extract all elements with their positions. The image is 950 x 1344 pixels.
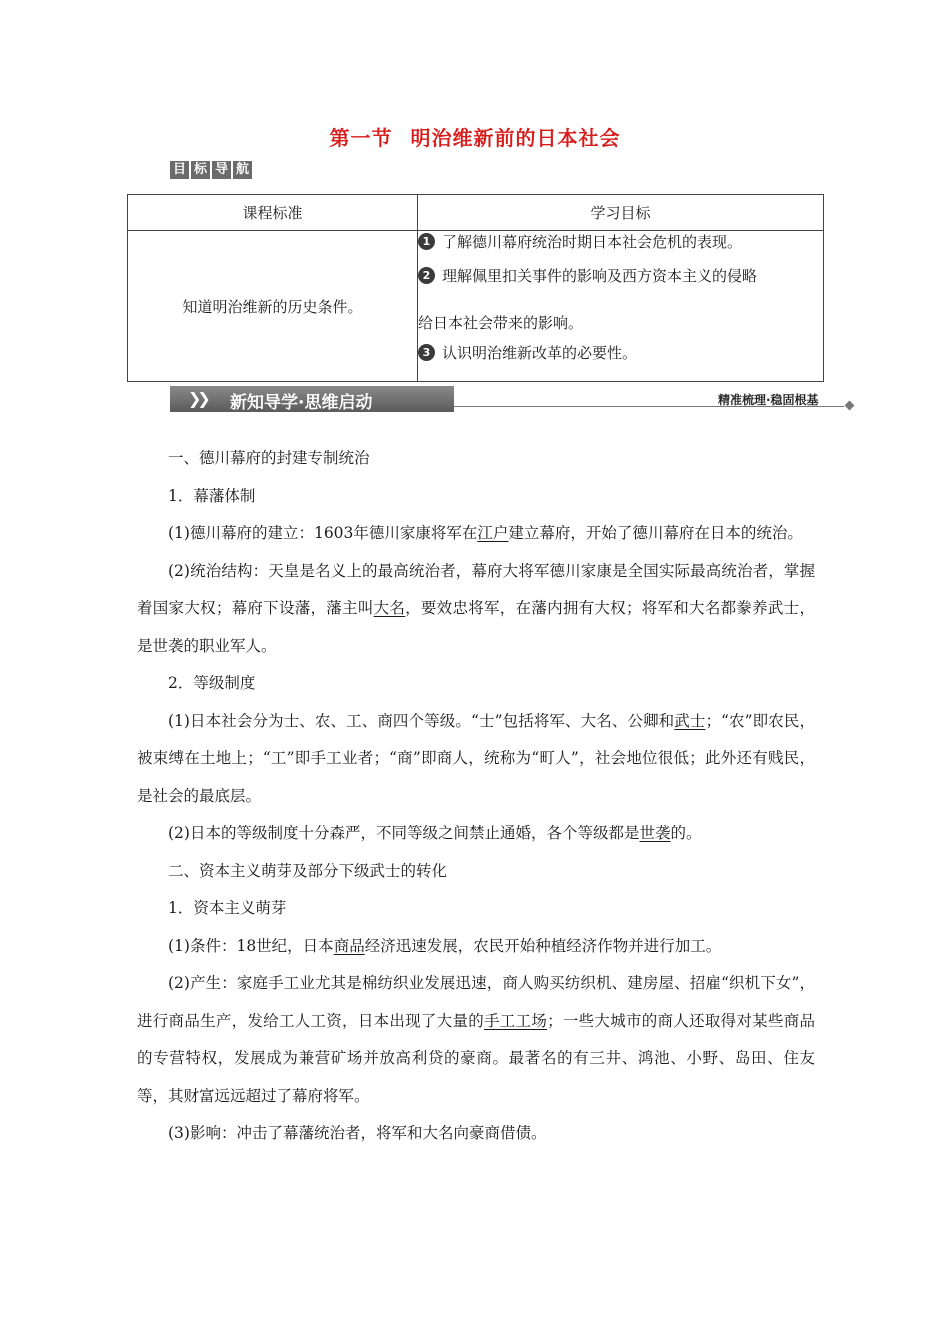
badge-char: 航 [233,161,252,179]
banner-subtitle: 精准梳理·稳固根基 [718,393,819,407]
key-term: 手工工场 [484,1011,548,1030]
objective-item [418,342,819,364]
paragraph: (2)统治结构：天皇是名义上的最高统治者，幕府大将军德川家康是全国实际最高统治者，掌握着国家大权；幕府下设藩，藩主叫大名，要效忠将军，在藩内拥有大权；将军和大名都豢养武士，是世袭的职业军人。 [137,561,815,655]
subsection-heading: 1．幕藩体制 [168,486,256,505]
paragraph: (1)日本社会分为士、农、工、商四个等级。“士”包括将军、大名、公卿和武士；“农”即农民，被束缚在土地上；“工”即手工业者；“商”即商人，统称为“町人”，社会地位很低；此外还有贱民，是社会的最底层。 [137,711,815,805]
goals-table [127,194,824,382]
paragraph: (3)影响：冲击了幕藩统治者，将军和大名向豪商借债。 [168,1124,547,1142]
subsection-heading: 1．资本主义萌芽 [168,899,287,917]
number-circle-icon: 2 [418,267,435,284]
key-term: 商品 [333,936,365,955]
goals-header-row [128,195,824,231]
paragraph: (2)产生：家庭手工业尤其是棉纺织业发展迅速，商人购买纺织机、建房屋、招雇“织机下女”，进行商品生产，发给工人工资，日本出现了大量的手工工场；一些大城市的商人还取得对某些商品的专营特权，发展成为兼营矿场并放高利贷的豪商。最著名的有三井、鸿池、小野、岛田、住友等，其财富远远超过了幕府将军。 [137,974,815,1105]
key-term: 江户 [477,524,509,542]
course-standard: 知道明治维新的历史条件。 [128,231,418,382]
paragraph: (2)日本的等级制度十分森严，不同等级之间禁止通婚，各个等级都是世袭的。 [168,824,702,842]
badge-char: 目 [170,161,189,179]
key-term: 世袭 [639,824,671,842]
header-objectives: 学习目标 [418,195,824,231]
objective-text: 给日本社会带来的影响。 [418,314,584,332]
objective-text: 理解佩里扣关事件的影响及西方资本主义的侵略 [442,267,758,285]
key-term: 大名 [373,599,406,617]
objective-item [418,265,819,287]
double-chevron-icon: ❯❯ [188,389,207,408]
header-standard: 课程标准 [128,195,418,231]
banner-title: 新知导学·思维启动 [230,393,373,413]
title-section: 第一节 [329,126,393,150]
number-circle-icon: 3 [418,344,435,361]
key-term: 武士 [674,711,706,730]
subsection-heading: 2．等级制度 [168,674,256,692]
number-circle-icon: 1 [418,233,435,250]
objective-text: 认识明治维新改革的必要性。 [442,344,638,362]
objective-text: 了解德川幕府统治时期日本社会危机的表现。 [442,233,743,251]
lesson-content [137,440,815,1153]
goals-body-row [128,231,824,382]
diamond-icon [845,401,855,411]
section-heading: 二、资本主义萌芽及部分下级武士的转化 [168,861,448,880]
goal-nav-badge [170,161,252,179]
paragraph: (1)条件：18世纪，日本商品经济迅速发展，农民开始种植经济作物并进行加工。 [168,936,722,955]
objective-item [418,231,819,253]
section-banner [170,386,870,412]
page-title [0,122,950,151]
badge-char: 导 [212,161,231,179]
paragraph: (1)德川幕府的建立：1603年德川家康将军在江户建立幕府，开始了德川幕府在日本的统治。 [168,524,803,542]
section-heading: 一、德川幕府的封建专制统治 [168,449,370,467]
badge-char: 标 [191,161,210,179]
title-text: 明治维新前的日本社会 [410,126,621,150]
objective-continuation [418,312,819,334]
learning-objectives [418,231,824,382]
